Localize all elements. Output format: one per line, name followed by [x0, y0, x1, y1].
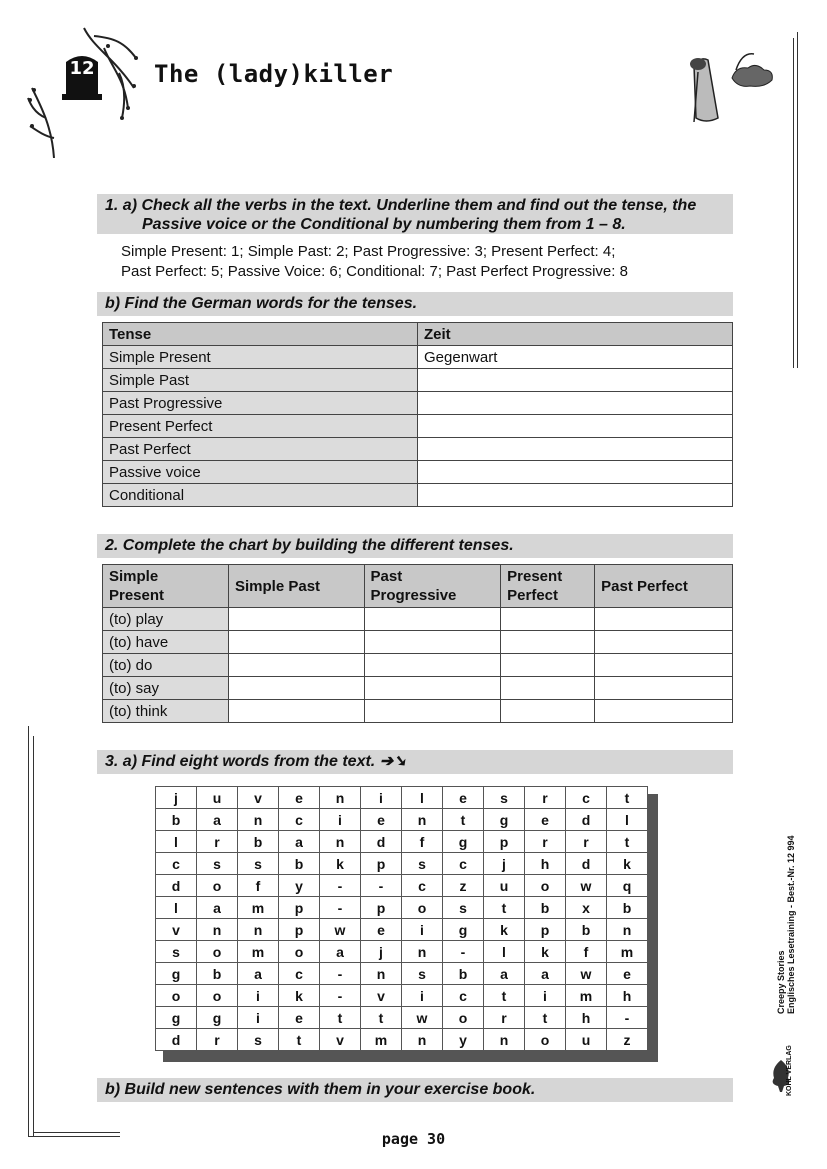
letter-cell[interactable]: e: [525, 809, 566, 831]
letter-cell[interactable]: h: [525, 853, 566, 875]
tense-name-cell: Conditional: [103, 484, 418, 507]
letter-cell[interactable]: i: [320, 809, 361, 831]
letter-cell[interactable]: j: [484, 853, 525, 875]
letter-cell[interactable]: k: [279, 985, 320, 1007]
letter-cell[interactable]: n: [320, 831, 361, 853]
frame-line: [797, 32, 798, 368]
answer-cell[interactable]: [229, 654, 365, 677]
table-row: [103, 369, 733, 392]
letter-cell[interactable]: a: [484, 963, 525, 985]
letter-cell[interactable]: t: [320, 1007, 361, 1029]
answer-cell[interactable]: [595, 677, 733, 700]
letter-cell[interactable]: r: [484, 1007, 525, 1029]
word-search-grid: [155, 786, 648, 1051]
grid-row: [156, 963, 648, 985]
answer-cell[interactable]: [595, 608, 733, 631]
letter-cell[interactable]: n: [238, 809, 279, 831]
letter-cell[interactable]: c: [279, 963, 320, 985]
letter-cell[interactable]: g: [443, 919, 484, 941]
tense-header-cell: [229, 565, 365, 608]
letter-cell[interactable]: u: [197, 787, 238, 809]
letter-cell[interactable]: w: [402, 1007, 443, 1029]
letter-cell[interactable]: l: [156, 897, 197, 919]
letter-cell[interactable]: i: [361, 787, 402, 809]
publisher-name: KOHL VERLAG: [786, 1045, 793, 1096]
letter-cell[interactable]: r: [525, 787, 566, 809]
letter-cell[interactable]: o: [197, 875, 238, 897]
letter-cell[interactable]: o: [525, 875, 566, 897]
tense-header-cell: [501, 565, 595, 608]
task1-heading: [97, 194, 733, 234]
letter-cell[interactable]: p: [484, 831, 525, 853]
frame-line: [33, 736, 34, 1136]
letter-cell[interactable]: g: [156, 1007, 197, 1029]
answer-cell[interactable]: [501, 631, 595, 654]
letter-cell[interactable]: k: [607, 853, 648, 875]
letter-cell[interactable]: d: [156, 875, 197, 897]
letter-cell[interactable]: r: [197, 831, 238, 853]
table-row: [103, 608, 733, 631]
letter-cell[interactable]: m: [238, 941, 279, 963]
header-line: Simple: [109, 568, 159, 585]
letter-cell[interactable]: -: [320, 897, 361, 919]
letter-cell[interactable]: t: [607, 787, 648, 809]
letter-cell[interactable]: a: [525, 963, 566, 985]
grid-row: [156, 853, 648, 875]
letter-cell[interactable]: p: [279, 919, 320, 941]
header-line: Simple Past: [235, 577, 321, 595]
letter-cell[interactable]: p: [361, 853, 402, 875]
answer-cell[interactable]: [229, 608, 365, 631]
letter-cell[interactable]: s: [484, 787, 525, 809]
answer-cell[interactable]: [595, 631, 733, 654]
page-number: page 30: [381, 1130, 446, 1148]
tense-name-cell: Simple Past: [103, 369, 418, 392]
frame-line: [28, 726, 29, 1136]
letter-cell[interactable]: i: [402, 919, 443, 941]
letter-cell[interactable]: b: [156, 809, 197, 831]
letter-cell[interactable]: n: [238, 919, 279, 941]
grid-row: [156, 1007, 648, 1029]
letter-cell[interactable]: t: [607, 831, 648, 853]
letter-cell[interactable]: u: [566, 1029, 607, 1051]
letter-cell[interactable]: g: [156, 963, 197, 985]
letter-cell[interactable]: h: [607, 985, 648, 1007]
letter-cell[interactable]: b: [525, 897, 566, 919]
letter-cell[interactable]: n: [402, 941, 443, 963]
letter-cell[interactable]: p: [361, 897, 402, 919]
answer-cell[interactable]: [501, 677, 595, 700]
letter-cell[interactable]: -: [320, 875, 361, 897]
letter-cell[interactable]: a: [320, 941, 361, 963]
letter-cell[interactable]: s: [402, 853, 443, 875]
letter-cell[interactable]: a: [238, 963, 279, 985]
tense-name-cell: Simple Present: [103, 346, 418, 369]
table-row: [103, 461, 733, 484]
letter-cell[interactable]: n: [607, 919, 648, 941]
tense-legend: [121, 242, 628, 282]
table-row: [103, 392, 733, 415]
header-line: Present: [109, 587, 165, 604]
letter-cell[interactable]: z: [443, 875, 484, 897]
task3b-heading: b) Build new sentences with them in your exercise book.: [97, 1078, 733, 1102]
letter-cell[interactable]: n: [197, 919, 238, 941]
letter-cell[interactable]: w: [320, 919, 361, 941]
answer-cell[interactable]: [501, 700, 595, 723]
letter-cell[interactable]: r: [566, 831, 607, 853]
task2-heading: 2. Complete the chart by building the different tenses.: [97, 534, 733, 558]
verb-cell: (to) say: [103, 677, 229, 700]
letter-cell[interactable]: o: [197, 941, 238, 963]
german-word-cell[interactable]: [418, 415, 733, 438]
table-row: [103, 677, 733, 700]
letter-cell[interactable]: s: [197, 853, 238, 875]
letter-cell[interactable]: a: [197, 897, 238, 919]
letter-cell[interactable]: a: [197, 809, 238, 831]
letter-cell[interactable]: l: [156, 831, 197, 853]
letter-cell[interactable]: t: [484, 985, 525, 1007]
grid-row: [156, 941, 648, 963]
letter-cell[interactable]: m: [238, 897, 279, 919]
header-line: Past: [370, 568, 403, 585]
letter-cell[interactable]: l: [484, 941, 525, 963]
letter-cell[interactable]: z: [607, 1029, 648, 1051]
letter-cell[interactable]: t: [525, 1007, 566, 1029]
letter-cell[interactable]: c: [279, 809, 320, 831]
letter-cell[interactable]: v: [320, 1029, 361, 1051]
letter-cell[interactable]: s: [156, 941, 197, 963]
letter-cell[interactable]: q: [607, 875, 648, 897]
letter-cell[interactable]: n: [361, 963, 402, 985]
letter-cell[interactable]: s: [238, 1029, 279, 1051]
header-line: Past Perfect: [601, 577, 688, 595]
letter-cell[interactable]: d: [361, 831, 402, 853]
letter-cell[interactable]: v: [156, 919, 197, 941]
verb-cell: (to) do: [103, 654, 229, 677]
letter-cell[interactable]: h: [566, 1007, 607, 1029]
letter-cell[interactable]: o: [443, 1007, 484, 1029]
letter-cell[interactable]: -: [443, 941, 484, 963]
answer-cell[interactable]: [501, 654, 595, 677]
answer-cell[interactable]: [229, 631, 365, 654]
letter-cell[interactable]: f: [566, 941, 607, 963]
grim-reaper-icon: [684, 48, 784, 128]
header-line: Present: [507, 568, 563, 585]
letter-cell[interactable]: n: [484, 1029, 525, 1051]
letter-cell[interactable]: c: [566, 787, 607, 809]
letter-cell[interactable]: s: [238, 853, 279, 875]
letter-cell[interactable]: n: [402, 1029, 443, 1051]
letter-cell[interactable]: e: [607, 963, 648, 985]
letter-cell[interactable]: f: [402, 831, 443, 853]
letter-cell[interactable]: c: [156, 853, 197, 875]
grid-row: [156, 875, 648, 897]
letter-cell[interactable]: b: [238, 831, 279, 853]
table-row: [103, 415, 733, 438]
letter-cell[interactable]: e: [361, 809, 402, 831]
letter-cell[interactable]: i: [525, 985, 566, 1007]
letter-cell[interactable]: c: [443, 853, 484, 875]
letter-cell[interactable]: p: [279, 897, 320, 919]
grid-row: [156, 919, 648, 941]
table-row: [103, 654, 733, 677]
letter-cell[interactable]: x: [566, 897, 607, 919]
answer-cell[interactable]: [364, 677, 501, 700]
letter-cell[interactable]: k: [484, 919, 525, 941]
word-search: [155, 786, 648, 1051]
grid-row: [156, 809, 648, 831]
letter-cell[interactable]: d: [156, 1029, 197, 1051]
letter-cell[interactable]: g: [197, 1007, 238, 1029]
letter-cell[interactable]: -: [320, 985, 361, 1007]
tense-translation-table: [102, 322, 733, 507]
letter-cell[interactable]: i: [238, 985, 279, 1007]
letter-cell[interactable]: m: [361, 1029, 402, 1051]
tense-name-cell: Past Progressive: [103, 392, 418, 415]
german-word-cell[interactable]: [418, 438, 733, 461]
page-title: The (lady)killer: [154, 60, 394, 88]
grid-row: [156, 787, 648, 809]
legend-line: Past Perfect: 5; Passive Voice: 6; Conditional: 7; Past Perfect Progressive: 8: [121, 263, 628, 280]
verb-tense-chart: [102, 564, 733, 723]
frame-line: [793, 38, 794, 368]
verb-cell: (to) play: [103, 608, 229, 631]
table-row: [103, 438, 733, 461]
german-word-cell[interactable]: [418, 392, 733, 415]
german-word-cell[interactable]: [418, 484, 733, 507]
letter-cell[interactable]: t: [361, 1007, 402, 1029]
letter-cell[interactable]: a: [279, 831, 320, 853]
letter-cell[interactable]: v: [361, 985, 402, 1007]
task1b-heading: b) Find the German words for the tenses.: [97, 292, 733, 316]
letter-cell[interactable]: -: [361, 875, 402, 897]
letter-cell[interactable]: m: [566, 985, 607, 1007]
tense-name-cell: Passive voice: [103, 461, 418, 484]
tense-header-cell: [595, 565, 733, 608]
answer-cell[interactable]: [364, 608, 501, 631]
letter-cell[interactable]: y: [443, 1029, 484, 1051]
letter-cell[interactable]: o: [525, 1029, 566, 1051]
letter-cell[interactable]: s: [402, 963, 443, 985]
tense-header-cell: [103, 565, 229, 608]
letter-cell[interactable]: t: [443, 809, 484, 831]
verb-cell: (to) think: [103, 700, 229, 723]
answer-cell[interactable]: [229, 677, 365, 700]
grid-row: [156, 985, 648, 1007]
letter-cell[interactable]: v: [238, 787, 279, 809]
side-publisher-info: [776, 835, 796, 1014]
letter-cell[interactable]: b: [197, 963, 238, 985]
letter-cell[interactable]: r: [197, 1029, 238, 1051]
letter-cell[interactable]: k: [320, 853, 361, 875]
letter-cell[interactable]: e: [279, 1007, 320, 1029]
table-row: [103, 346, 733, 369]
chapter-number: 12: [69, 58, 95, 79]
letter-cell[interactable]: e: [443, 787, 484, 809]
letter-cell[interactable]: w: [566, 875, 607, 897]
letter-cell[interactable]: m: [607, 941, 648, 963]
answer-cell[interactable]: [364, 631, 501, 654]
tense-name-cell: Past Perfect: [103, 438, 418, 461]
legend-line: Simple Present: 1; Simple Past: 2; Past Progressive: 3; Present Perfect: 4;: [121, 243, 616, 260]
header-line: Perfect: [507, 587, 559, 604]
letter-cell[interactable]: d: [566, 853, 607, 875]
table-header-cell: Tense: [103, 323, 418, 346]
letter-cell[interactable]: n: [402, 809, 443, 831]
letter-cell[interactable]: e: [279, 787, 320, 809]
letter-cell[interactable]: o: [156, 985, 197, 1007]
letter-cell[interactable]: b: [607, 897, 648, 919]
grid-row: [156, 1029, 648, 1051]
letter-cell[interactable]: i: [402, 985, 443, 1007]
answer-cell[interactable]: [364, 654, 501, 677]
answer-cell[interactable]: [501, 608, 595, 631]
verb-cell: (to) have: [103, 631, 229, 654]
letter-cell[interactable]: e: [361, 919, 402, 941]
letter-cell[interactable]: t: [484, 897, 525, 919]
answer-cell[interactable]: [595, 654, 733, 677]
german-word-cell[interactable]: [418, 369, 733, 392]
task1-heading-line1: 1. a) Check all the verbs in the text. Underline them and find out the tense, the: [105, 197, 697, 214]
letter-cell[interactable]: s: [443, 897, 484, 919]
letter-cell[interactable]: d: [566, 809, 607, 831]
answer-cell[interactable]: [229, 700, 365, 723]
letter-cell[interactable]: b: [279, 853, 320, 875]
letter-cell[interactable]: y: [279, 875, 320, 897]
letter-cell[interactable]: w: [566, 963, 607, 985]
tense-name-cell: Present Perfect: [103, 415, 418, 438]
grid-row: [156, 831, 648, 853]
letter-cell[interactable]: c: [402, 875, 443, 897]
table-row: [103, 700, 733, 723]
table-header-cell: Zeit: [418, 323, 733, 346]
letter-cell[interactable]: -: [320, 963, 361, 985]
german-word-cell[interactable]: [418, 461, 733, 484]
letter-cell[interactable]: f: [238, 875, 279, 897]
tense-header-cell: [364, 565, 501, 608]
letter-cell[interactable]: u: [484, 875, 525, 897]
german-word-cell[interactable]: Gegenwart: [418, 346, 733, 369]
table-row: [103, 484, 733, 507]
letter-cell[interactable]: g: [484, 809, 525, 831]
letter-cell[interactable]: r: [525, 831, 566, 853]
letter-cell[interactable]: l: [402, 787, 443, 809]
letter-cell[interactable]: l: [607, 809, 648, 831]
header-line: Progressive: [370, 587, 457, 604]
letter-cell[interactable]: p: [525, 919, 566, 941]
letter-cell[interactable]: c: [443, 985, 484, 1007]
letter-cell[interactable]: t: [279, 1029, 320, 1051]
letter-cell[interactable]: o: [279, 941, 320, 963]
table-row: [103, 631, 733, 654]
letter-cell[interactable]: j: [156, 787, 197, 809]
letter-cell[interactable]: n: [320, 787, 361, 809]
series-order-number: Englisches Lesetraining - Best.-Nr. 12 994: [786, 835, 796, 1014]
task1-heading-line2: Passive voice or the Conditional by numbering them from 1 – 8.: [142, 216, 626, 233]
task3-heading: 3. a) Find eight words from the text. ➔➘: [97, 750, 733, 774]
grid-row: [156, 897, 648, 919]
answer-cell[interactable]: [595, 700, 733, 723]
letter-cell[interactable]: o: [402, 897, 443, 919]
letter-cell[interactable]: b: [566, 919, 607, 941]
letter-cell[interactable]: g: [443, 831, 484, 853]
series-name: Creepy Stories: [776, 950, 786, 1014]
letter-cell[interactable]: o: [197, 985, 238, 1007]
letter-cell[interactable]: -: [607, 1007, 648, 1029]
letter-cell[interactable]: b: [443, 963, 484, 985]
letter-cell[interactable]: k: [525, 941, 566, 963]
letter-cell[interactable]: i: [238, 1007, 279, 1029]
answer-cell[interactable]: [364, 700, 501, 723]
letter-cell[interactable]: j: [361, 941, 402, 963]
